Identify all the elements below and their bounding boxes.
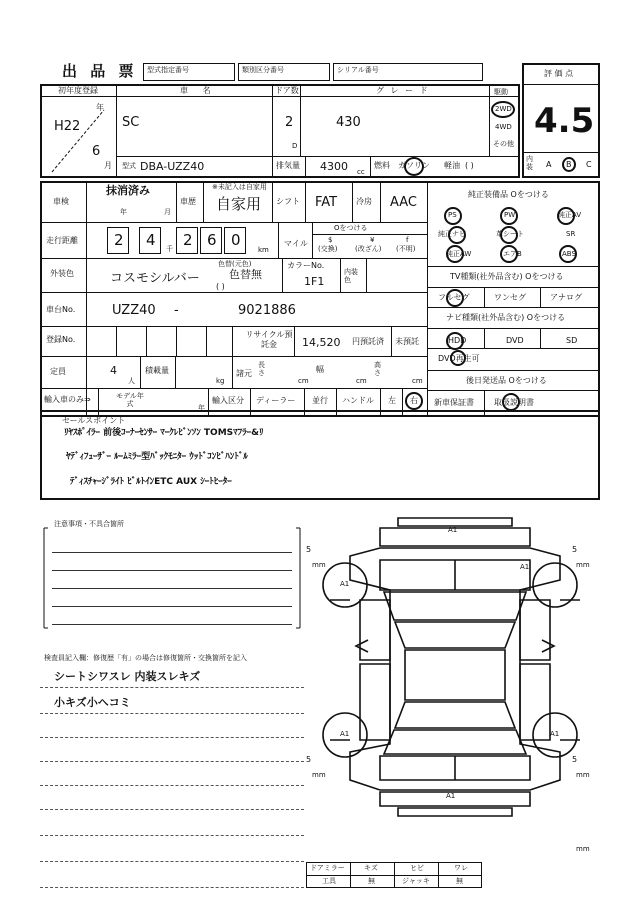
inspection-month: 月	[164, 208, 171, 216]
sales-points-title: セールスポイント	[62, 416, 126, 425]
displacement-value: 4300	[320, 160, 348, 173]
dims-width: 幅	[316, 365, 324, 374]
legend-header-1: ドアミラー	[310, 864, 345, 872]
fuel-label: 燃料	[374, 161, 390, 170]
mileage-km: km	[258, 246, 269, 254]
color-code-value: 1F1	[304, 275, 325, 288]
frame-dash: -	[174, 303, 179, 318]
sales-point-line-3: ﾃﾞｨｽﾁｬｰｼﾞﾗｲﾄ ﾋﾞﾙﾄｲﾝETC AUX ｼｰﾄﾋｰﾀｰ	[70, 477, 232, 487]
damage-mark-front: A1	[448, 526, 458, 534]
dims-width-cm: cm	[356, 377, 367, 385]
handle-label: ハンドル	[342, 396, 374, 405]
handle-left: 左	[388, 396, 396, 405]
tv-title: TV種類(社外品含む) Oをつける	[450, 272, 564, 281]
sales-point-line-1: ﾘﾔｽﾎﾟｲﾗｰ 前後ｺｰﾅｰｾﾝｻｰ ﾏｰｸﾚﾋﾞﾝｿﾝ TOMSﾏﾌﾗｰ&ﾘ	[64, 428, 264, 438]
doors-sub: D	[292, 142, 298, 150]
capacity-value: 4	[110, 364, 117, 377]
color-change-label: 色替(元色)	[218, 260, 252, 268]
mileage-thousand: 千	[166, 245, 173, 253]
model-label: 型式	[122, 162, 136, 170]
legend-header-3: ヒビ	[410, 864, 424, 872]
tv-oneseg: ワンセグ	[494, 293, 526, 302]
interior-b: B	[566, 160, 572, 169]
rating-value: 4.5	[534, 101, 595, 141]
tread-fl: 5	[306, 545, 312, 554]
equip-pw: PW	[504, 211, 516, 219]
rating-label: 評 価 点	[544, 69, 574, 78]
load-label: 積載量	[145, 366, 169, 375]
recycle-label: リサイクル預託金	[245, 330, 293, 349]
equip-abs: ABS	[562, 250, 576, 258]
color-label: 外装色	[50, 269, 74, 278]
damage-mark-fl: A1	[340, 580, 350, 588]
tv-fullseg: フルセグ	[438, 293, 470, 302]
later-title: 後日発送品 Oをつける	[466, 376, 547, 385]
equip-av: 純正AV	[558, 211, 582, 219]
interior-color-label: 内装色	[344, 268, 358, 285]
later-warranty: 新車保証書	[434, 398, 474, 407]
legend-header-2: キズ	[364, 864, 378, 872]
legend-header-4: ワレ	[454, 864, 468, 872]
nav-dvd: DVD	[506, 336, 524, 345]
tread-rr-unit: mm	[576, 771, 590, 779]
equip-navi: 純正ナビ	[438, 230, 466, 238]
import-dealer: ディーラー	[256, 396, 296, 405]
capacity-label: 定員	[50, 367, 66, 376]
damage-mark-rr: A1	[550, 730, 560, 738]
mileage-digit-1: 2	[114, 231, 124, 249]
ac-value: AAC	[390, 195, 417, 210]
car-name-label: 車 名	[180, 86, 217, 95]
inspection-year: 年	[120, 208, 127, 216]
legend-cell-2: 無	[368, 877, 375, 885]
tread-fl-unit: mm	[312, 561, 326, 569]
color-change-paren: ( )	[216, 282, 225, 291]
exchange-symbol: $	[328, 236, 333, 244]
ac-label: 冷房	[356, 197, 372, 206]
drive-label: 駆動	[494, 88, 508, 96]
import-label: 輸入車のみ⇒	[44, 395, 91, 404]
fuel-diesel: 軽油	[444, 161, 460, 170]
import-year-unit: 年	[198, 404, 205, 412]
shift-value: FAT	[315, 195, 338, 210]
tread-rl: 5	[306, 755, 312, 764]
fuel-paren: ( )	[465, 161, 474, 170]
form-title: 出 品 票	[62, 62, 138, 80]
frame-label: 車台No.	[46, 305, 76, 314]
notes-title: 注意事項・不具合箇所	[54, 520, 124, 528]
drive-2wd: 2WD	[495, 105, 512, 113]
mileage-digit-2: 4	[146, 231, 156, 249]
equip-airbag: エアB	[503, 250, 522, 258]
inspector-note-2: 小キズ小ヘコミ	[54, 696, 131, 709]
sales-point-line-2: ﾔﾃﾞｨﾌｭｰｻﾞｰ ﾙｰﾑﾐﾗｰ型ﾊﾞｯｸﾓﾆﾀｰ ｳｯﾄﾞｺﾝﾋﾞﾊﾝﾄﾞﾙ	[66, 452, 248, 462]
dims-height: 高さ	[374, 361, 381, 377]
capacity-unit: 人	[128, 377, 135, 385]
tread-fr-unit: mm	[576, 561, 590, 569]
nav-title: ナビ種類(社外品含む) Oをつける	[446, 313, 566, 322]
mileage-label: 走行距離	[46, 236, 78, 245]
damage-mark-rl: A1	[340, 730, 350, 738]
later-manual: 取扱説明書	[494, 398, 534, 407]
recycle-deposited: 円預託済	[352, 337, 384, 346]
legend-cell-3: ジャッキ	[402, 877, 430, 885]
interior-c: C	[586, 160, 592, 169]
first-reg-label: 初年度登録	[58, 86, 98, 95]
inspection-label: 車検	[53, 197, 69, 206]
mileage-digit-4: 6	[207, 231, 217, 249]
shift-label: シフト	[276, 197, 300, 206]
doors-label: ドア数	[275, 86, 299, 95]
dvd-play: DVD再生可	[438, 354, 480, 363]
mileage-circle-note: Oをつける	[334, 224, 368, 232]
equip-ps: PS	[448, 211, 457, 219]
displacement-label: 排気量	[276, 161, 300, 170]
interior-a: A	[546, 160, 552, 169]
inspector-title: 検査員記入欄：修復歴「有」の場合は修復箇所・交換箇所を記入	[44, 654, 247, 662]
color-value: コスモシルバー	[110, 271, 200, 286]
unknown-symbol: f	[406, 236, 409, 244]
damage-mark-rear: A1	[446, 792, 456, 800]
import-model-year: モデル年式	[116, 392, 144, 409]
first-reg-year: H22	[54, 119, 81, 134]
dims-label: 諸元	[236, 369, 252, 378]
unknown-label: (不明)	[396, 245, 416, 253]
mileage-mile: マイル	[284, 239, 308, 248]
mileage-digit-3: 2	[183, 231, 193, 249]
car-name: SC	[122, 115, 140, 130]
tv-analog: アナログ	[550, 293, 582, 302]
tread-fr: 5	[572, 545, 578, 554]
equipment-title: 純正装備品 Oをつける	[468, 190, 549, 199]
equip-aw: 純正AW	[446, 250, 472, 258]
inspector-note-1: シートシワスレ 内装スレキズ	[54, 670, 201, 683]
grade-label: グ レ ー ド	[376, 86, 430, 95]
inspection-value: 抹消済み	[106, 184, 150, 197]
nav-hdd: HDD	[448, 336, 467, 345]
handle-right: 右	[410, 396, 418, 405]
grade-value: 430	[336, 115, 361, 130]
registration-label: 登録No.	[46, 335, 76, 344]
color-change-value: 色替無	[229, 268, 262, 281]
modified-symbol: ¥	[370, 236, 375, 244]
tread-spare-unit: mm	[576, 845, 590, 853]
equip-leather: 革シート	[496, 230, 524, 238]
dims-height-cm: cm	[412, 377, 423, 385]
drive-4wd: 4WD	[495, 123, 512, 131]
fuel-gasoline: ガソリン	[398, 161, 430, 170]
frame-prefix: UZZ40	[112, 303, 156, 318]
model-value: DBA-UZZ40	[140, 160, 205, 173]
frame-number: 9021886	[238, 303, 296, 318]
exchange-label: (交換)	[318, 245, 338, 253]
category-label: 類別区分番号	[242, 66, 284, 74]
interior-label: 内装	[526, 155, 533, 171]
first-reg-month: 6	[92, 144, 101, 159]
import-category-label: 輸入区分	[212, 396, 244, 405]
tread-rr: 5	[572, 755, 578, 764]
history-value: 自家用	[216, 195, 262, 213]
year-suffix: 年	[96, 103, 104, 112]
history-label: 車歴	[180, 197, 196, 206]
drive-other: その他	[493, 140, 514, 148]
tread-rl-unit: mm	[312, 771, 326, 779]
load-kg: kg	[216, 377, 225, 385]
model-cert-label: 型式指定番号	[147, 66, 189, 74]
dims-length: 長さ	[258, 361, 265, 377]
legend-cell-4: 無	[456, 877, 463, 885]
history-note: ※未記入は自家用	[212, 183, 267, 191]
dims-length-cm: cm	[298, 377, 309, 385]
mileage-digit-5: 0	[231, 231, 241, 249]
serial-label: シリアル番号	[337, 66, 379, 74]
doors-value: 2	[285, 115, 294, 130]
color-code-label: カラーNo.	[287, 261, 325, 270]
recycle-not-deposited: 未預託	[395, 337, 419, 346]
damage-mark-fr: A1	[520, 563, 530, 571]
cc-unit: cc	[357, 168, 365, 176]
equip-sr: SR	[566, 230, 576, 238]
recycle-value: 14,520	[302, 336, 341, 349]
nav-sd: SD	[566, 336, 578, 345]
import-parallel: 並行	[312, 396, 328, 405]
legend-cell-1: 工具	[322, 877, 336, 885]
modified-label: (改ざん)	[355, 245, 382, 253]
month-suffix: 月	[104, 161, 112, 170]
